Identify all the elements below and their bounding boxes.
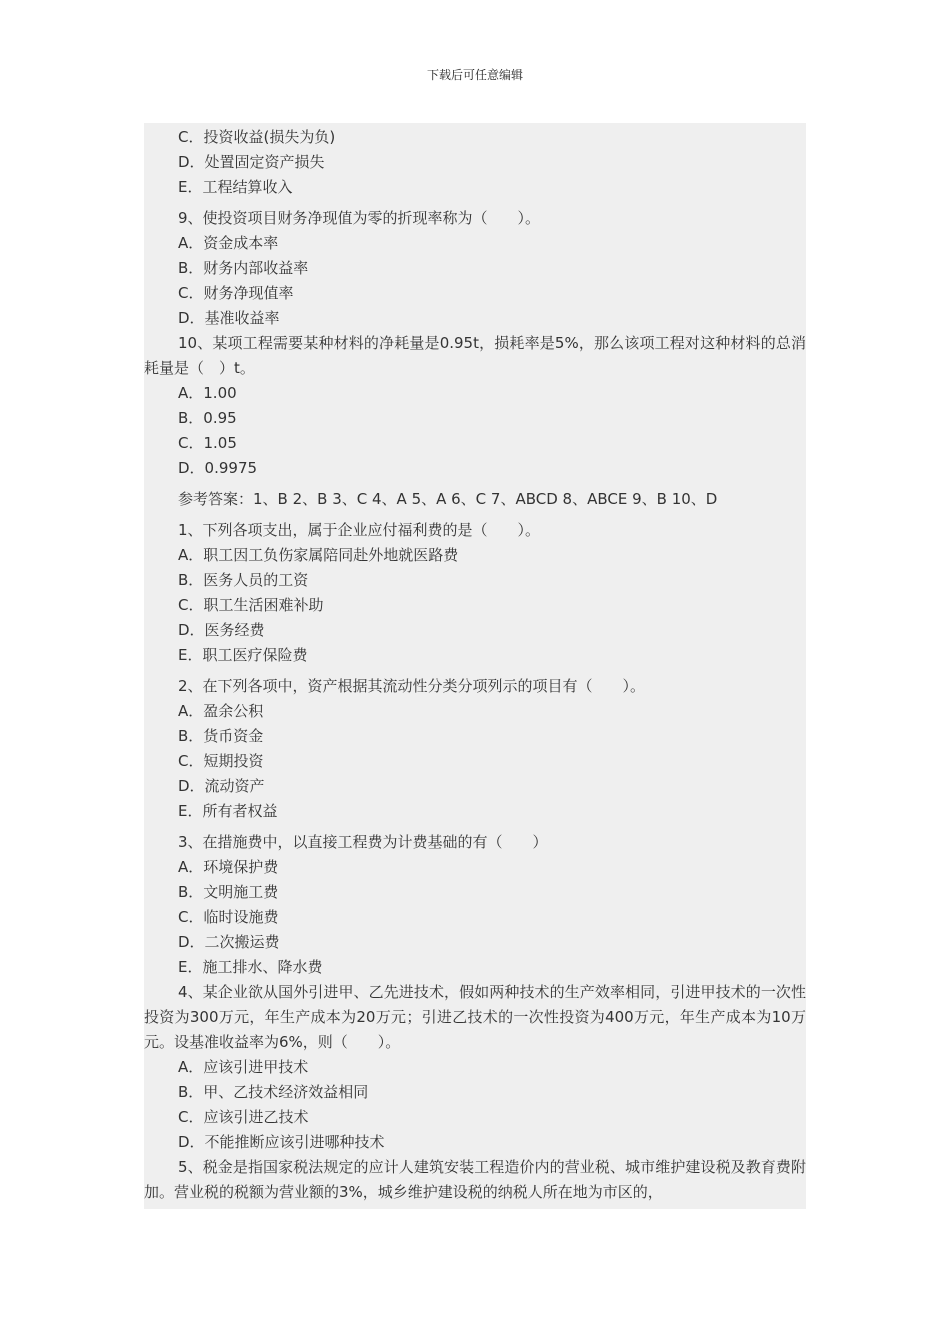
q4-option-c: C．应该引进乙技术: [178, 1108, 309, 1126]
q1-option-e: E．职工医疗保险费: [178, 646, 308, 664]
q4-option-a: A．应该引进甲技术: [178, 1058, 309, 1076]
q9-option-c: C．财务净现值率: [178, 284, 294, 302]
q1-option-c: C．职工生活困难补助: [178, 596, 324, 614]
q3-option-d: D．二次搬运费: [178, 933, 280, 951]
q9-option-a: A．资金成本率: [178, 234, 279, 252]
q3-option-c: C．临时设施费: [178, 908, 279, 926]
question-4: 4、某企业欲从国外引进甲、乙先进技术，假如两种技术的生产效率相同，引进甲技术的一次性投资为300万元，年生产成本为20万元；引进乙技术的一次性投资为400万元，年生产成本为10万元。设基准收益率为6%，则（ ）。: [144, 983, 806, 1051]
q1-option-d: D．医务经费: [178, 621, 265, 639]
q1-option-a: A．职工因工负伤家属陪同赴外地就医路费: [178, 546, 459, 564]
page-header: 下载后可任意编辑: [426, 68, 523, 82]
q1-option-b: B．医务人员的工资: [178, 571, 309, 589]
q2-option-b: B．货币资金: [178, 727, 264, 745]
q3-option-b: B．文明施工费: [178, 883, 279, 901]
document-body: [144, 123, 806, 1209]
q2-option-d: D．流动资产: [178, 777, 265, 795]
option-e-settlement-income: E．工程结算收入: [178, 178, 293, 196]
q10-option-c: C．1.05: [178, 434, 237, 452]
question-2: 2、在下列各项中，资产根据其流动性分类分项列示的项目有（ ）。: [178, 677, 646, 695]
q4-option-d: D．不能推断应该引进哪种技术: [178, 1133, 385, 1151]
question-3: 3、在措施费中，以直接工程费为计费基础的有（ ）: [178, 833, 548, 851]
q9-option-b: B．财务内部收益率: [178, 259, 309, 277]
q2-option-a: A．盈余公积: [178, 702, 264, 720]
q10-option-a: A．1.00: [178, 384, 237, 402]
q2-option-e: E．所有者权益: [178, 802, 278, 820]
q3-option-e: E．施工排水、降水费: [178, 958, 323, 976]
q4-option-b: B．甲、乙技术经济效益相同: [178, 1083, 369, 1101]
option-c-investment-income: C．投资收益(损失为负): [178, 128, 336, 146]
q2-option-c: C．短期投资: [178, 752, 264, 770]
question-9: 9、使投资项目财务净现值为零的折现率称为（ ）。: [178, 209, 541, 227]
question-5: 5、税金是指国家税法规定的应计人建筑安装工程造价内的营业税、城市维护建设税及教育费附加。营业税的税额为营业额的3%，城乡维护建设税的纳税人所在地为市区的，: [144, 1158, 806, 1201]
question-1: 1、下列各项支出，属于企业应付福利费的是（ ）。: [178, 521, 541, 539]
reference-answers: 参考答案：1、B 2、B 3、C 4、A 5、A 6、C 7、ABCD 8、ABCE 9、B 10、D: [178, 490, 718, 508]
question-10: 10、某项工程需要某种材料的净耗量是0.95t，损耗率是5%，那么该项工程对这种材料的总消耗量是（ ）t。: [144, 334, 806, 377]
q9-option-d: D．基准收益率: [178, 309, 280, 327]
q10-option-b: B．0.95: [178, 409, 237, 427]
q10-option-d: D．0.9975: [178, 459, 258, 477]
q3-option-a: A．环境保护费: [178, 858, 279, 876]
option-d-asset-disposal-loss: D．处置固定资产损失: [178, 153, 325, 171]
